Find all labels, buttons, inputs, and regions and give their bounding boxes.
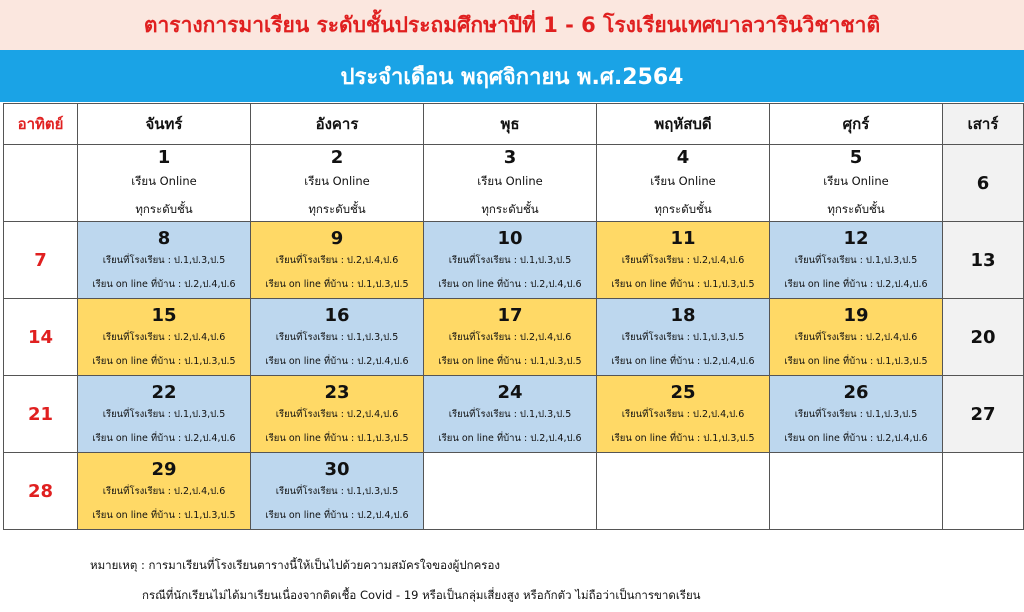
header-saturday: เสาร์ [943,104,1024,145]
day-line1: เรียนที่โรงเรียน : ป.2,ป.4,ป.6 [621,409,745,420]
day-line1: เรียนที่โรงเรียน : ป.2,ป.4,ป.6 [275,409,399,420]
day-number: 2 [330,147,344,168]
day-line1: เรียนที่โรงเรียน : ป.1,ป.3,ป.5 [621,332,745,343]
day-number: 29 [151,459,177,480]
day-line2: ทุกระดับชั้น [654,202,712,216]
sunday-cell: 28 [4,453,78,530]
month-banner [0,50,1024,102]
day-number: 24 [497,382,523,403]
footnote-line1: หมายเหตุ : การมาเรียนที่โรงเรียนตารางนี้ให้เป็นไปด้วยความสมัครใจของผู้ปกครอง [90,558,500,572]
week-row [4,376,1024,453]
header-row [4,104,1024,145]
day-line1: เรียนที่โรงเรียน : ป.2,ป.4,ป.6 [448,332,572,343]
day-number: 26 [843,382,869,403]
day-number: 3 [503,147,517,168]
week-row [4,222,1024,299]
saturday-cell: 27 [943,376,1024,453]
empty-day-cell [597,453,770,530]
day-cell [251,145,424,222]
day-line2: เรียน on line ที่บ้าน : ป.2,ป.4,ป.6 [265,356,409,367]
day-line1: เรียน Online [304,174,370,188]
day-line2: เรียน on line ที่บ้าน : ป.2,ป.4,ป.6 [92,433,236,444]
saturday-cell [943,453,1024,530]
day-number: 18 [670,305,696,326]
month-title: ประจำเดือน พฤศจิกายน พ.ศ.2564 [340,64,684,90]
day-number: 8 [157,228,171,249]
day-number: 23 [324,382,350,403]
day-number: 30 [324,459,350,480]
sunday-cell: 21 [4,376,78,453]
day-cell [78,376,251,453]
saturday-cell: 20 [943,299,1024,376]
day-line2: เรียน on line ที่บ้าน : ป.1,ป.3,ป.5 [611,279,755,290]
day-number: 4 [676,147,690,168]
day-number: 9 [330,228,344,249]
day-line2: เรียน on line ที่บ้าน : ป.2,ป.4,ป.6 [438,433,582,444]
day-cell [770,376,943,453]
day-number: 15 [151,305,177,326]
day-number: 5 [849,147,863,168]
day-cell [770,299,943,376]
header-wednesday: พุธ [424,104,597,145]
header-sunday: อาทิตย์ [4,104,78,145]
header-tuesday: อังคาร [251,104,424,145]
day-line2: ทุกระดับชั้น [135,202,193,216]
day-cell [424,299,597,376]
day-line1: เรียนที่โรงเรียน : ป.1,ป.3,ป.5 [794,409,918,420]
day-line2: เรียน on line ที่บ้าน : ป.2,ป.4,ป.6 [784,279,928,290]
day-cell [78,299,251,376]
day-number: 16 [324,305,350,326]
day-line2: ทุกระดับชั้น [308,202,366,216]
sunday-cell: 14 [4,299,78,376]
day-line2: ทุกระดับชั้น [827,202,885,216]
day-number: 22 [151,382,177,403]
day-number: 10 [497,228,523,249]
header-monday: จันทร์ [78,104,251,145]
day-line2: เรียน on line ที่บ้าน : ป.2,ป.4,ป.6 [92,279,236,290]
day-line1: เรียนที่โรงเรียน : ป.1,ป.3,ป.5 [102,255,226,266]
day-line1: เรียน Online [823,174,889,188]
day-line1: เรียนที่โรงเรียน : ป.2,ป.4,ป.6 [621,255,745,266]
day-cell [597,376,770,453]
day-line1: เรียนที่โรงเรียน : ป.1,ป.3,ป.5 [794,255,918,266]
day-line1: เรียนที่โรงเรียน : ป.2,ป.4,ป.6 [275,255,399,266]
day-line1: เรียนที่โรงเรียน : ป.2,ป.4,ป.6 [794,332,918,343]
day-line2: เรียน on line ที่บ้าน : ป.1,ป.3,ป.5 [784,356,928,367]
day-line1: เรียนที่โรงเรียน : ป.1,ป.3,ป.5 [275,486,399,497]
day-number: 17 [497,305,523,326]
day-cell [251,222,424,299]
day-cell [424,376,597,453]
header-thursday: พฤหัสบดี [597,104,770,145]
day-cell [424,222,597,299]
week-row [4,145,1024,222]
day-line2: เรียน on line ที่บ้าน : ป.1,ป.3,ป.5 [92,510,236,521]
day-cell [251,453,424,530]
day-line1: เรียนที่โรงเรียน : ป.2,ป.4,ป.6 [102,332,226,343]
day-cell [251,299,424,376]
day-number: 19 [843,305,869,326]
saturday-cell: 6 [943,145,1024,222]
day-number: 25 [670,382,696,403]
day-cell [770,145,943,222]
day-cell [424,145,597,222]
page-title: ตารางการมาเรียน ระดับชั้นประถมศึกษาปีที่ 1 - 6 โรงเรียนเทศบาลวารินวิชาชาติ [143,12,881,37]
day-line2: เรียน on line ที่บ้าน : ป.2,ป.4,ป.6 [784,433,928,444]
week-row [4,453,1024,530]
day-line1: เรียน Online [131,174,197,188]
day-line1: เรียนที่โรงเรียน : ป.1,ป.3,ป.5 [448,409,572,420]
day-line1: เรียนที่โรงเรียน : ป.1,ป.3,ป.5 [275,332,399,343]
day-cell [78,222,251,299]
sunday-cell: 7 [4,222,78,299]
day-line2: เรียน on line ที่บ้าน : ป.2,ป.4,ป.6 [265,510,409,521]
header-friday: ศุกร์ [770,104,943,145]
day-line2: เรียน on line ที่บ้าน : ป.1,ป.3,ป.5 [265,433,409,444]
day-cell [597,299,770,376]
title-banner [0,0,1024,50]
calendar-table [3,103,1024,530]
day-number: 11 [670,228,696,249]
day-number: 12 [843,228,869,249]
day-line1: เรียน Online [477,174,543,188]
footnote-line2: กรณีที่นักเรียนไม่ได้มาเรียนเนื่องจากติดเชื้อ Covid - 19 หรือเป็นกลุ่มเสี่ยงสูง หรือกักตัว ไม่ถือว่าเป็นการขาดเรียน [142,588,701,602]
day-line2: เรียน on line ที่บ้าน : ป.1,ป.3,ป.5 [438,356,582,367]
empty-day-cell [424,453,597,530]
empty-day-cell [770,453,943,530]
day-cell [597,222,770,299]
day-line1: เรียนที่โรงเรียน : ป.1,ป.3,ป.5 [448,255,572,266]
day-cell [78,145,251,222]
day-cell [78,453,251,530]
day-number: 1 [157,147,171,168]
day-line1: เรียน Online [650,174,716,188]
day-cell [251,376,424,453]
day-line2: เรียน on line ที่บ้าน : ป.2,ป.4,ป.6 [438,279,582,290]
saturday-cell: 13 [943,222,1024,299]
day-line2: เรียน on line ที่บ้าน : ป.1,ป.3,ป.5 [265,279,409,290]
day-line2: เรียน on line ที่บ้าน : ป.1,ป.3,ป.5 [611,433,755,444]
week-row [4,299,1024,376]
day-line1: เรียนที่โรงเรียน : ป.1,ป.3,ป.5 [102,409,226,420]
day-line2: เรียน on line ที่บ้าน : ป.2,ป.4,ป.6 [611,356,755,367]
day-cell [597,145,770,222]
sunday-cell [4,145,78,222]
day-cell [770,222,943,299]
day-line2: เรียน on line ที่บ้าน : ป.1,ป.3,ป.5 [92,356,236,367]
day-line2: ทุกระดับชั้น [481,202,539,216]
day-line1: เรียนที่โรงเรียน : ป.2,ป.4,ป.6 [102,486,226,497]
